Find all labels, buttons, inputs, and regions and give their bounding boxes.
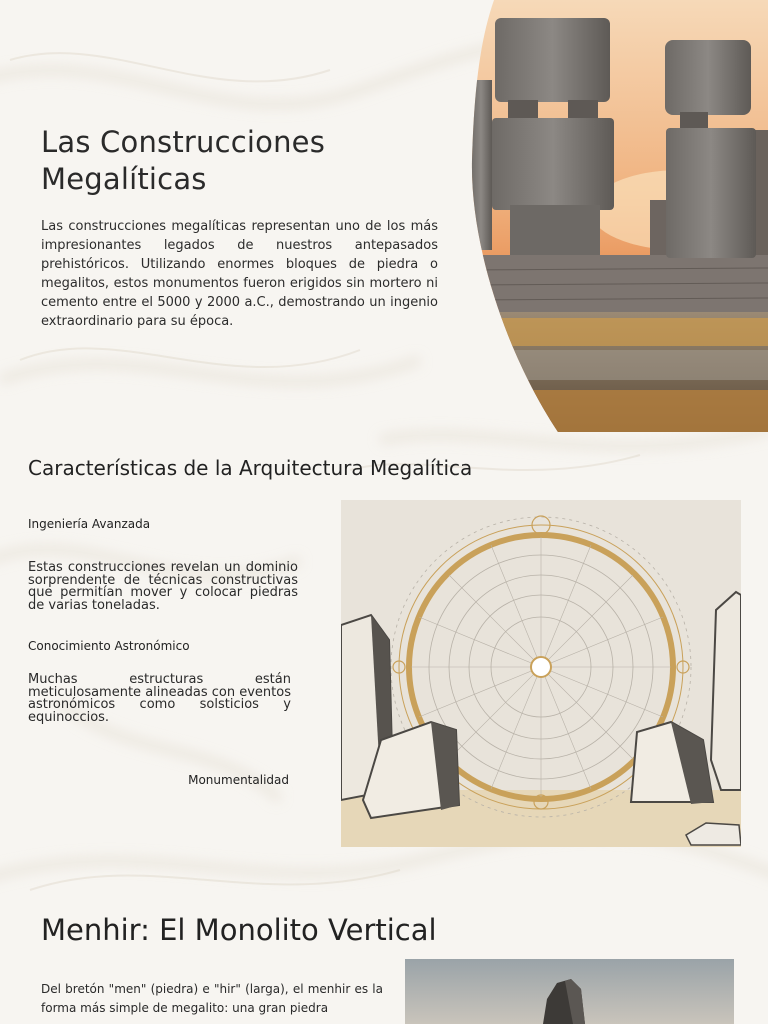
feature-body-engineering: Estas construcciones revelan un dominio sorprendente de técnicas constructivas que permitían mover y colocar piedras de varias toneladas.: [28, 560, 298, 613]
menhir-photo: [405, 959, 734, 1024]
menhir-body: Del bretón "men" (piedra) e "hir" (larga), el menhir es la forma más simple de megalito: una gran piedra: [41, 982, 383, 1015]
hero-title: Las Construcciones Megalíticas: [41, 125, 326, 196]
menhir-title: Menhir: El Monolito Vertical: [41, 913, 437, 947]
feature-title-monumentality: Monumentalidad: [188, 773, 289, 787]
feature-body-astronomy: Muchas estructuras están meticulosamente alineadas con eventos astronómicos como solsticios y equinoccios.: [28, 672, 291, 725]
feature-title-astronomy: Conocimiento Astronómico: [28, 639, 190, 653]
features-title: Características de la Arquitectura Megalítica: [28, 456, 473, 480]
feature-title-engineering: Ingeniería Avanzada: [28, 517, 151, 531]
hero-body: Las construcciones megalíticas representan uno de los más impresionantes legados de nuestros antepasados prehistóricos. Utilizando enormes bloques de piedra o megalitos, estos monumentos fueron erigidos sin mortero ni cemento entre el 5000 y 2000 a.C., demostrando un ingenio extraordinario para su época.: [41, 219, 438, 329]
astronomical-dial-illustration: [341, 500, 741, 847]
stone-monoliths-photo: [470, 0, 768, 432]
